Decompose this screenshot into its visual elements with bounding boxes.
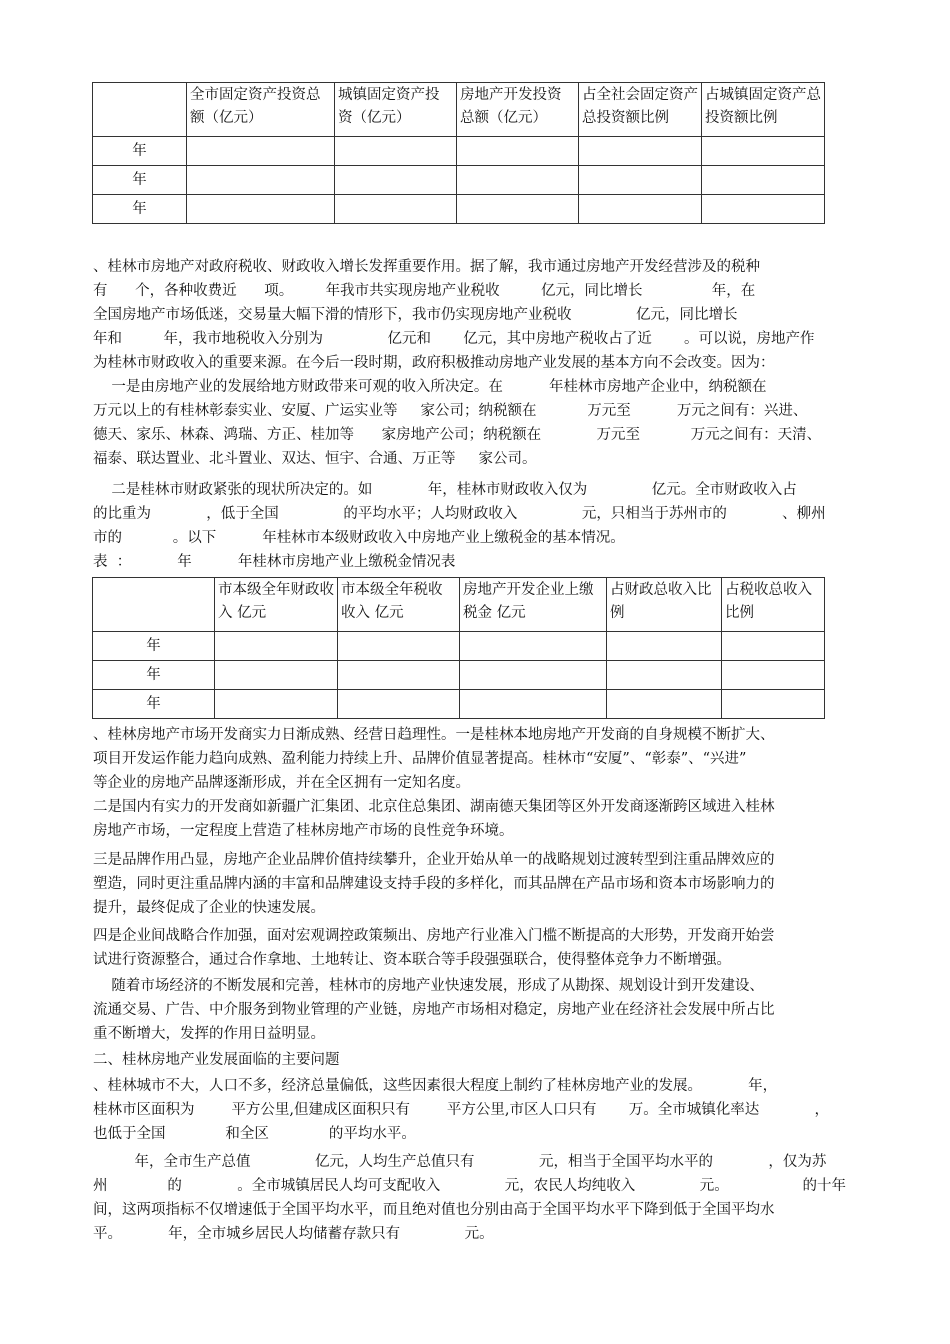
table-cell xyxy=(457,137,579,166)
table-header-cell: 房地产开发企业上缴税金 亿元 xyxy=(460,578,607,632)
fixed-asset-investment-table xyxy=(92,82,825,224)
table-cell xyxy=(215,632,338,661)
table-header-cell: 占全社会固定资产总投资额比例 xyxy=(579,83,702,137)
table-row-label: 年 xyxy=(93,195,187,224)
table-header-cell: 市本级全年财政收入 亿元 xyxy=(215,578,338,632)
paragraph-line: 随着市场经济的不断发展和完善，桂林市的房地产业快速发展，形成了从勘探、规划设计到开发建设、 xyxy=(93,978,764,994)
paragraph-line: 一是由房地产业的发展给地方财政带来可观的收入所决定。在 年桂林市房地产企业中，纳税额在 xyxy=(93,379,767,395)
table-row-label: 年 xyxy=(93,690,215,719)
real-estate-tax-table xyxy=(92,577,825,719)
table-cell xyxy=(579,137,702,166)
table-cell xyxy=(702,166,825,195)
table-cell xyxy=(579,195,702,224)
table-cell xyxy=(460,661,607,690)
paragraph-line: 州 的 。全市城镇居民人均可支配收入 元，农民人均纯收入 元。 的十年 xyxy=(93,1178,847,1194)
paragraph-line: 试进行资源整合，通过合作拿地、土地转让、资本联合等手段强强联合，使得整体竞争力不断增强。 xyxy=(93,952,731,968)
table-cell xyxy=(722,632,825,661)
paragraph-line: 年和 年，我市地税收入分别为 亿元和 亿元，其中房地产税收占了近 。可以说，房地产作 xyxy=(93,331,815,347)
table-header-cell: 占税收总收入比例 xyxy=(722,578,825,632)
table-row xyxy=(93,195,825,224)
table-header-cell: 市本级全年税收收入 亿元 xyxy=(338,578,460,632)
table-cell xyxy=(187,137,335,166)
table-row xyxy=(93,166,825,195)
table-header-cell: 占财政总收入比例 xyxy=(607,578,722,632)
table-cell xyxy=(215,661,338,690)
table-cell xyxy=(215,690,338,719)
paragraph-line: 全国房地产市场低迷，交易量大幅下滑的情形下，我市仍实现房地产业税收 亿元，同比增长 xyxy=(93,307,738,323)
table-cell xyxy=(338,690,460,719)
table-cell xyxy=(187,195,335,224)
table-row-label: 年 xyxy=(93,661,215,690)
table-cell xyxy=(607,632,722,661)
paragraph-line: 、桂林城市不大，人口不多，经济总量偏低，这些因素很大程度上制约了桂林房地产业的发展。 年， xyxy=(93,1078,778,1094)
table-cell xyxy=(338,661,460,690)
table-cell xyxy=(702,137,825,166)
table-header-cell xyxy=(93,83,187,137)
paragraph-line: 德天、家乐、林森、鸿瑞、方正、桂加等 家房地产公司；纳税额在 万元至 万元之间有：天清、 xyxy=(93,427,822,443)
paragraph-line: 桂林市区面积为 平方公里,但建成区面积只有 平方公里,市区人口只有 万。全市城镇化率达 ， xyxy=(93,1102,830,1118)
paragraph-line: 、桂林房地产市场开发商实力日渐成熟、经营日趋理性。一是桂林本地房地产开发商的自身规模不断扩大、 xyxy=(93,727,775,743)
table-cell xyxy=(460,632,607,661)
table-cell xyxy=(187,166,335,195)
table-row-label: 年 xyxy=(93,137,187,166)
table-cell xyxy=(460,690,607,719)
paragraph-line: 三是品牌作用凸显，房地产企业品牌价值持续攀升，企业开始从单一的战略规划过渡转型到注重品牌效应的 xyxy=(93,852,775,868)
table-cell xyxy=(702,195,825,224)
table-cell xyxy=(607,661,722,690)
paragraph-line: 也低于全国 和全区 的平均水平。 xyxy=(93,1126,416,1142)
table-row xyxy=(93,661,825,690)
table-header-cell: 占城镇固定资产总投资额比例 xyxy=(702,83,825,137)
table-cell xyxy=(335,137,457,166)
table-header-cell: 城镇固定资产投资（亿元） xyxy=(335,83,457,137)
table-cell xyxy=(579,166,702,195)
table-row xyxy=(93,690,825,719)
paragraph-line: 等企业的房地产品牌逐渐形成，并在全区拥有一定知名度。 xyxy=(93,775,470,791)
table-row xyxy=(93,137,825,166)
table-cell xyxy=(457,195,579,224)
paragraph-line: 有 个，各种收费近 项。 年我市共实现房地产业税收 亿元，同比增长 年，在 xyxy=(93,283,756,299)
paragraph-line: 二是桂林市财政紧张的现状所决定的。如 年，桂林市财政收入仅为 亿元。全市财政收入占 xyxy=(93,482,797,498)
paragraph-line: 、桂林市房地产对政府税收、财政收入增长发挥重要作用。据了解，我市通过房地产开发经营涉及的税种 xyxy=(93,259,760,275)
paragraph-line: 提升，最终促成了企业的快速发展。 xyxy=(93,900,325,916)
table-cell xyxy=(338,632,460,661)
table-cell xyxy=(335,195,457,224)
paragraph-line: 四是企业间战略合作加强，面对宏观调控政策频出、房地产行业准入门槛不断提高的大形势，开发商开始尝 xyxy=(93,928,775,944)
paragraph-line: 流通交易、广告、中介服务到物业管理的产业链，房地产市场相对稳定，房地产业在经济社会发展中所占比 xyxy=(93,1002,775,1018)
paragraph-line: 平。 年，全市城乡居民人均储蓄存款只有 元。 xyxy=(93,1226,494,1242)
table-header-row xyxy=(93,578,825,632)
paragraph-line: 塑造，同时更注重品牌内涵的丰富和品牌建设支持手段的多样化，而其品牌在产品市场和资本市场影响力的 xyxy=(93,876,775,892)
paragraph-line: 间，这两项指标不仅增速低于全国平均水平，而且绝对值也分别由高于全国平均水平下降到低于全国平均水 xyxy=(93,1202,775,1218)
table-row-label: 年 xyxy=(93,166,187,195)
paragraph-line: 房地产市场，一定程度上营造了桂林房地产市场的良性竞争环境。 xyxy=(93,823,514,839)
table-cell xyxy=(457,166,579,195)
table-header-cell xyxy=(93,578,215,632)
table-caption: 表 ： 年 年桂林市房地产业上缴税金情况表 xyxy=(93,554,456,570)
table-header-row xyxy=(93,83,825,137)
paragraph-line: 年，全市生产总值 亿元，人均生产总值只有 元，相当于全国平均水平的 ，仅为苏 xyxy=(93,1154,827,1170)
table-header-cell: 房地产开发投资总额（亿元） xyxy=(457,83,579,137)
paragraph-line: 项目开发运作能力趋向成熟、盈利能力持续上升、品牌价值显著提高。桂林市“安厦”、“彰泰”、“兴进” xyxy=(93,751,747,767)
paragraph-line: 市的 。以下 年桂林市本级财政收入中房地产业上缴税金的基本情况。 xyxy=(93,530,625,546)
table-cell xyxy=(722,661,825,690)
paragraph-line: 为桂林市财政收入的重要来源。在今后一段时期，政府积极推动房地产业发展的基本方向不会改变。因为： xyxy=(93,355,775,371)
paragraph-line: 二是国内有实力的开发商如新疆广汇集团、北京住总集团、湖南德天集团等区外开发商逐渐跨区域进入桂林 xyxy=(93,799,775,815)
table-cell xyxy=(335,166,457,195)
paragraph-line: 的比重为 ，低于全国 的平均水平；人均财政收入 元，只相当于苏州市的 、柳州 xyxy=(93,506,826,522)
table-row-label: 年 xyxy=(93,632,215,661)
table-cell xyxy=(722,690,825,719)
paragraph-line: 重不断增大，发挥的作用日益明显。 xyxy=(93,1026,325,1042)
paragraph-line: 福泰、联达置业、北斗置业、双达、恒宇、合通、万正等 家公司。 xyxy=(93,451,537,467)
section-heading: 二、桂林房地产业发展面临的主要问题 xyxy=(93,1052,340,1068)
table-row xyxy=(93,632,825,661)
table-header-cell: 全市固定资产投资总额（亿元） xyxy=(187,83,335,137)
paragraph-line: 万元以上的有桂林彰泰实业、安厦、广运实业等 家公司；纳税额在 万元至 万元之间有：兴进、 xyxy=(93,403,808,419)
table-cell xyxy=(607,690,722,719)
